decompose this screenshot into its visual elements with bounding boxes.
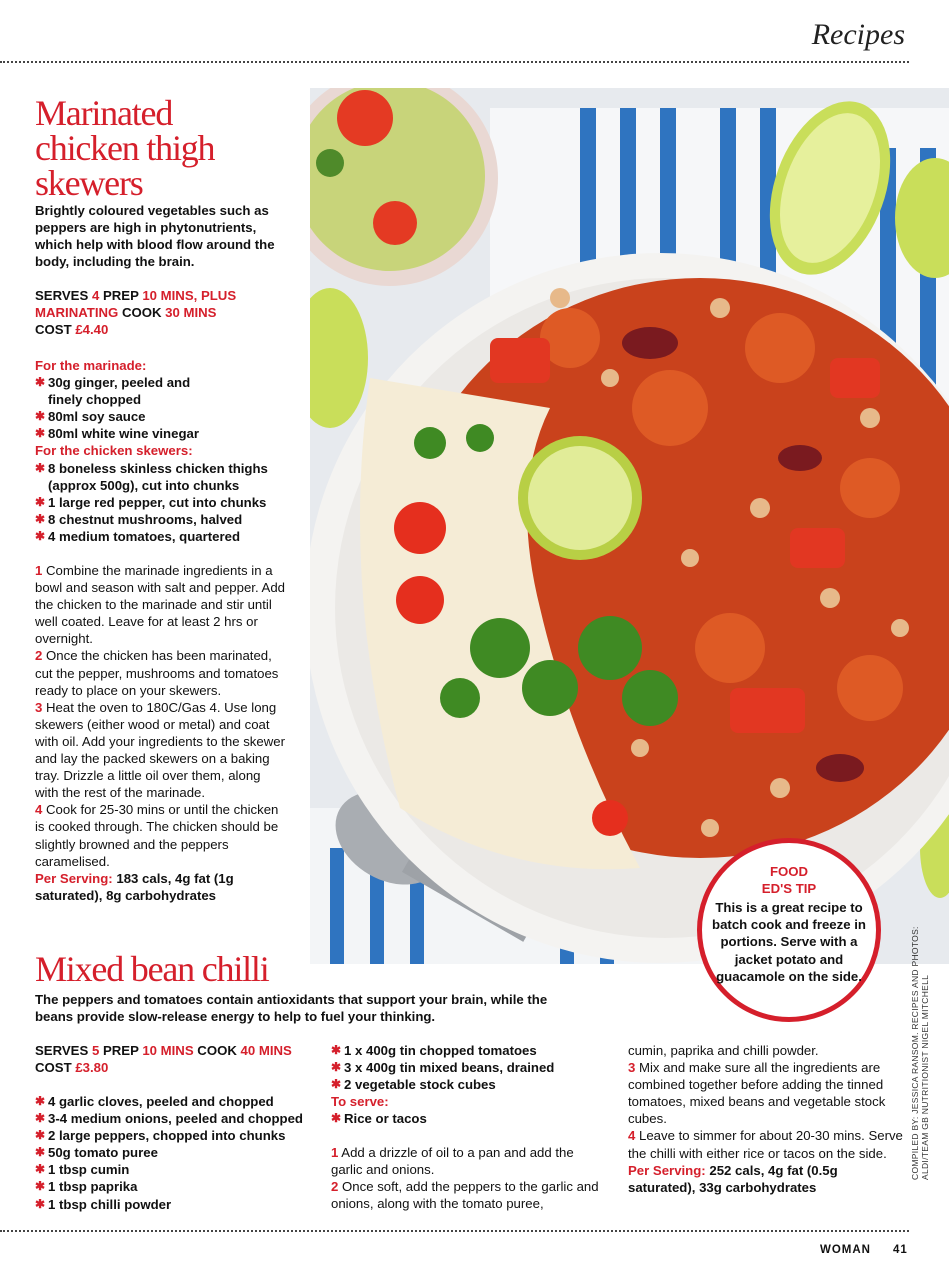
method-step: [35, 562, 287, 647]
serves-value: 5: [91, 1043, 100, 1058]
recipe1-method: [35, 562, 287, 904]
marinade-heading: For the marinade:: [35, 358, 147, 373]
ingredient-item: ✱ 4 medium tomatoes, quartered: [35, 528, 300, 545]
ingredient-item: ✱ 1 tbsp cumin: [35, 1161, 325, 1178]
recipe2-title: Mixed bean chilli: [35, 949, 269, 989]
method-step-continued: cumin, paprika and chilli powder.: [628, 1043, 819, 1058]
step-number: 4: [35, 802, 43, 818]
cook-label: COOK: [121, 305, 162, 320]
ingredient-item: ✱ 1 x 400g tin chopped tomatoes: [331, 1042, 611, 1059]
ingredient-item: ✱ 30g ginger, peeled and finely chopped: [35, 374, 208, 408]
step-text: Mix and make sure all the ingredients are combined together before adding the tinned tomatoes, mixed beans and vegetable stock cubes.: [628, 1060, 886, 1127]
ingredient-item: ✱ 80ml white wine vinegar: [35, 425, 300, 442]
nutrition-value: 183 cals, 4g fat (1g saturated), 8g carbohydrates: [35, 870, 234, 903]
step-text: Add a drizzle of oil to a pan and add the garlic and onions.: [331, 1145, 574, 1178]
nutrition-value: 252 cals, 4g fat (0.5g saturated), 33g carbohydrates: [628, 1162, 838, 1195]
serves-label: SERVES: [35, 288, 89, 303]
recipe1-nutrition: [35, 870, 287, 904]
cost-label: COST: [35, 1060, 72, 1075]
ingredient-item: ✱ 3-4 medium onions, peeled and chopped: [35, 1110, 325, 1127]
recipe2-intro: The peppers and tomatoes contain antioxidants that support your brain, while the beans provide slow-release energy to help to fuel your thinking.: [35, 992, 548, 1024]
method-step: [35, 801, 287, 869]
step-text: Leave to simmer for about 20-30 mins. Serve the chilli with either rice or tacos on the side.: [628, 1128, 903, 1161]
recipe1-ingredients: [35, 357, 300, 545]
ingredient-item: ✱ 80ml soy sauce: [35, 408, 300, 425]
ingredient-item: ✱ 50g tomato puree: [35, 1144, 325, 1161]
step-number: 3: [35, 699, 43, 715]
cook-value: 30 MINS: [165, 305, 217, 320]
step-number: 2: [35, 648, 43, 664]
credit-line1: COMPILED BY: JESSICA RANSOM. RECIPES AND PHOTOS:: [910, 926, 920, 1180]
cost-value: £4.40: [75, 322, 109, 337]
method-step: [35, 699, 287, 802]
ingredient-item: ✱ 8 boneless skinless chicken thighs (approx 500g), cut into chunks: [35, 460, 278, 494]
step-number: 2: [331, 1179, 339, 1195]
ingredient-item: ✱ Rice or tacos: [331, 1110, 611, 1127]
step-text: Once the chicken has been marinated, cut the pepper, mushrooms and tomatoes ready to place on your skewers.: [35, 648, 279, 698]
step-number: 1: [35, 563, 43, 578]
ingredient-item: ✱ 8 chestnut mushrooms, halved: [35, 511, 300, 528]
prep-label: PREP: [102, 288, 139, 303]
magazine-name: WOMAN: [820, 1244, 871, 1256]
ingredient-item: ✱ 4 garlic cloves, peeled and chopped: [35, 1093, 325, 1110]
recipe2-ingredients-b: [331, 1042, 611, 1127]
photo-credit: [910, 926, 930, 1180]
serve-heading: To serve:: [331, 1094, 389, 1110]
section-heading: Recipes: [811, 18, 905, 51]
cook-label: COOK: [197, 1043, 237, 1058]
ingredient-item: ✱ 3 x 400g tin mixed beans, drained: [331, 1059, 611, 1076]
step-text: Once soft, add the peppers to the garlic and onions, along with the tomato puree,: [331, 1179, 599, 1212]
step-text: Combine the marinade ingredients in a bowl and season with salt and pepper. Add the chicken to the marinade and stir until well coated. Leave for at least 2 hrs or overnight.: [35, 563, 286, 647]
prep-value: 10 MINS, PLUS MARINATING: [35, 288, 237, 320]
step-number: 4: [628, 1128, 636, 1144]
recipe1-meta: [35, 287, 305, 338]
recipe1-intro: Brightly coloured vegetables such as peppers are high in phytonutrients, which help with blood flow around the body, including the brain.: [35, 203, 275, 269]
cook-value: 40 MINS: [240, 1043, 292, 1058]
prep-value: 10 MINS: [142, 1043, 194, 1058]
recipe1-title-line1: Marinated: [35, 93, 173, 133]
ingredient-item: ✱ 1 large red pepper, cut into chunks: [35, 494, 300, 511]
header-divider: [0, 61, 909, 63]
serves-label: SERVES: [35, 1043, 89, 1058]
page-number: 41: [893, 1244, 908, 1256]
nutrition-label: Per Serving:: [35, 870, 113, 886]
food-photo: [310, 88, 949, 964]
recipe2-meta: [35, 1042, 320, 1076]
method-step: [628, 1127, 903, 1161]
method-step: [628, 1059, 903, 1127]
ingredient-item: ✱ 2 vegetable stock cubes: [331, 1076, 611, 1093]
recipe2-nutrition: [628, 1162, 903, 1196]
serves-value: 4: [91, 288, 100, 303]
ingredient-item: ✱ 1 tbsp chilli powder: [35, 1196, 325, 1213]
recipe1-title-line2: chicken thigh: [35, 128, 215, 168]
step-text: Cook for 25-30 mins or until the chicken is cooked through. The chicken should be slightly browned and the peppers caramelised.: [35, 802, 279, 869]
tip-title-line2: ED'S TIP: [761, 881, 817, 896]
method-step: [35, 647, 287, 698]
tip-title-line1: FOOD: [769, 864, 809, 879]
step-number: 1: [331, 1145, 339, 1160]
skewers-heading: For the chicken skewers:: [35, 443, 193, 459]
chilli-bowl-illustration: [310, 88, 949, 964]
recipe1-title: [35, 93, 215, 203]
ingredient-item: ✱ 2 large peppers, chopped into chunks: [35, 1127, 325, 1144]
step-number: 3: [628, 1060, 636, 1076]
food-eds-tip: [697, 838, 881, 1022]
footer-divider: [0, 1230, 909, 1232]
recipe1-title-line3: skewers: [35, 163, 143, 203]
ingredient-item: ✱ 1 tbsp paprika: [35, 1178, 325, 1195]
method-step: [331, 1178, 606, 1212]
cost-label: COST: [35, 322, 72, 337]
credit-line2: ALDI/TEAM GB NUTRITIONIST NIGEL MITCHELL: [920, 974, 930, 1180]
prep-label: PREP: [102, 1043, 139, 1058]
method-step: [331, 1144, 606, 1178]
nutrition-label: Per Serving:: [628, 1162, 706, 1178]
cost-value: £3.80: [75, 1060, 109, 1075]
recipe2-method-col2: [331, 1144, 606, 1212]
step-text: Heat the oven to 180C/Gas 4. Use long skewers (either wood or metal) and coat with oil. Add your ingredients to the skewer and lay the packed skewers on a baking tray. Drizzle a little oil over them, along with the rest of the marinade.: [35, 699, 285, 801]
tip-text: This is a great recipe to batch cook and freeze in portions. Serve with a jacket potato and guacamole on the side.: [712, 900, 866, 984]
recipe2-method-col3: [628, 1042, 903, 1196]
recipe2-ingredients-a: [35, 1093, 325, 1213]
